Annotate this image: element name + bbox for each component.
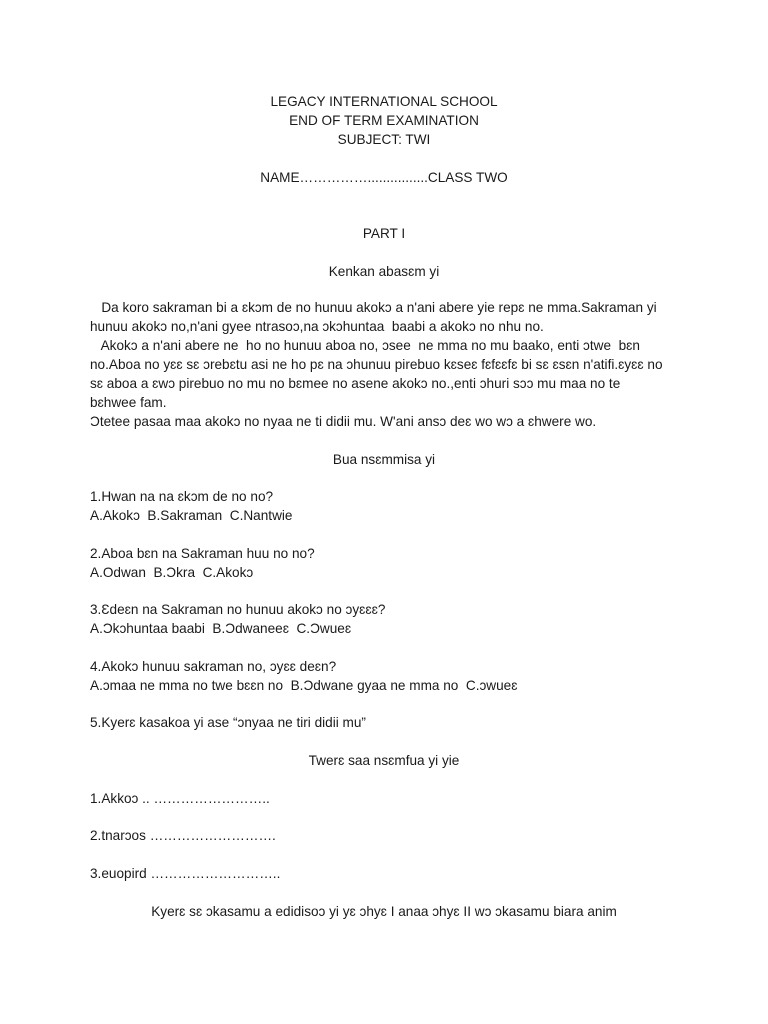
passage-line: hunuu akokɔ no,n'ani gyee ntrasoɔ,na ɔkɔhuntaa baabi a akokɔ no nhu no. <box>90 319 544 334</box>
questions-title: Bua nsɛmmisa yi <box>332 452 436 467</box>
question-3-options: A.Ɔkɔhuntaa baabi B.Ɔdwaneeɛ C.Ɔwueɛ <box>90 621 352 636</box>
question-4-options: A.ɔmaa ne mma no twe bɛɛn no B.Ɔdwane gyaa ne mma no C.ɔwueɛ <box>90 678 518 693</box>
question-2: 2.Aboa bɛn na Sakraman huu no no? <box>90 546 315 561</box>
passage-line: no.Aboa no yɛɛ sɛ ɔrebɛtu asi ne ho pɛ na ɔhunuu pirebuo kɛseɛ fɛfɛɛfɛ bi sɛ ɛsɛn n'atifi.ɛyɛɛ no <box>90 357 663 372</box>
question-1-options: A.Akokɔ B.Sakraman C.Nantwie <box>90 508 293 523</box>
question-1: 1.Hwan na na ɛkɔm de no no? <box>90 489 274 504</box>
question-4: 4.Akokɔ hunuu sakraman no, ɔyɛɛ deɛn? <box>90 659 337 674</box>
part-title: PART I <box>362 226 406 241</box>
passage-instruction: Kenkan abasɛm yi <box>328 264 440 279</box>
name-class-line: NAME……………................CLASS TWO <box>260 170 508 185</box>
spelling-title: Twerɛ saa nsɛmfua yi yie <box>308 753 460 768</box>
school-name: LEGACY INTERNATIONAL SCHOOL <box>270 94 498 109</box>
exam-title: END OF TERM EXAMINATION <box>289 113 479 128</box>
spelling-item-2: 2.tnarɔos ………………………. <box>90 828 276 843</box>
passage-line: Da koro sakraman bi a ɛkɔm de no hunuu akokɔ a n'ani abere yie repɛ ne mma.Sakraman yi <box>90 300 657 315</box>
question-2-options: A.Odwan B.Ɔkra C.Akokɔ <box>90 565 254 580</box>
spelling-item-1: 1.Akkoɔ .. …………………….. <box>90 791 270 806</box>
question-5: 5.Kyerɛ kasakoa yi ase “ɔnyaa ne tiri didii mu” <box>90 715 366 730</box>
passage-line: Ɔtetee pasaa maa akokɔ no nyaa ne ti didii mu. W'ani ansɔ deɛ wo wɔ a ɛhwere wo. <box>90 414 597 429</box>
footer-instruction: Kyerɛ sɛ ɔkasamu a edidisoɔ yi yɛ ɔhyɛ I anaa ɔhyɛ II wɔ ɔkasamu biara anim <box>151 904 617 919</box>
passage-line: bɛhwee fam. <box>90 395 167 410</box>
question-3: 3.Ɛdeɛn na Sakraman no hunuu akokɔ no ɔyɛɛɛ? <box>90 602 386 617</box>
spelling-item-3: 3.euopird ……………………….. <box>90 866 281 881</box>
passage-line: sɛ aboa a ɛwɔ pirebuo no mu no bɛmee no asene akokɔ no.,enti ɔhuri sɔɔ mu maa no te <box>90 376 621 391</box>
subject-line: SUBJECT: TWI <box>337 132 431 147</box>
passage <box>90 298 690 431</box>
passage-line: Akokɔ a n'ani abere ne ho no hunuu aboa no, ɔsee ne mma no mu baako, enti ɔtwe bɛn <box>90 338 640 353</box>
